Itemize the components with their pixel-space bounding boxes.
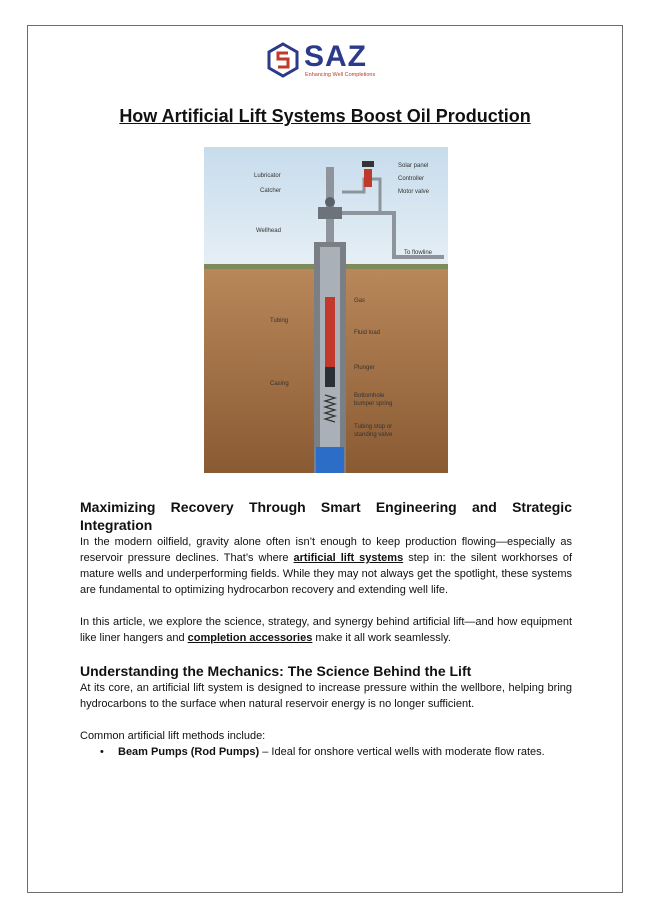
link-completion-accessories[interactable]: completion accessories bbox=[187, 632, 313, 644]
label-flowline: To flowline bbox=[404, 250, 433, 256]
link-artificial-lift-systems[interactable]: artificial lift systems bbox=[293, 552, 404, 564]
diagram-wellhead bbox=[318, 207, 342, 219]
label-lubricator: Lubricator bbox=[254, 173, 281, 179]
label-controller: Controller bbox=[398, 176, 425, 182]
article-body bbox=[80, 498, 572, 760]
section-heading-recovery: Maximizing Recovery Through Smart Engineering and Strategic Integration bbox=[80, 499, 572, 533]
label-plunger: Plunger bbox=[354, 365, 375, 371]
lift-methods-list bbox=[80, 744, 572, 760]
logo bbox=[266, 42, 390, 82]
paragraph-intro bbox=[80, 534, 572, 598]
list-item-text: – Ideal for onshore vertical wells with moderate flow rates. bbox=[259, 746, 545, 758]
section-heading-mechanics: Understanding the Mechanics: The Science Behind the Lift bbox=[80, 663, 472, 679]
label-wellhead: Wellhead bbox=[256, 228, 281, 234]
logo-tagline: Enhancing Well Completions bbox=[305, 72, 376, 78]
label-casing: Casing bbox=[270, 381, 289, 387]
page-title: How Artificial Lift Systems Boost Oil Production bbox=[119, 106, 531, 126]
logo-hexagon-icon bbox=[266, 42, 300, 78]
label-stop-1: Tubing stop or bbox=[354, 424, 393, 430]
label-catcher: Catcher bbox=[260, 188, 282, 194]
list-item bbox=[80, 744, 572, 760]
paragraph-mechanics: At its core, an artificial lift system is designed to increase pressure within the wellbore, helping bring hydrocarbons to the surface when natural reservoir energy is no longer sufficient. bbox=[80, 682, 572, 710]
label-gas: Gas bbox=[354, 298, 366, 304]
label-stop-2: standing valve bbox=[354, 432, 393, 438]
label-tubing: Tubing bbox=[270, 318, 289, 324]
paragraph-intro-text-1: In the modern oilfield, gravity alone often isn’t enough to keep production flowing—especially as reservoir pressure declines. That’s where bbox=[80, 536, 572, 564]
paragraph-explore bbox=[80, 614, 572, 646]
diagram-bottom-water bbox=[316, 447, 344, 473]
paragraph-explore-text-2: make it all work seamlessly. bbox=[312, 632, 451, 644]
diagram-plunger bbox=[325, 367, 335, 387]
bullet: • bbox=[100, 746, 104, 758]
artificial-lift-diagram bbox=[204, 147, 448, 473]
list-intro: Common artificial lift methods include: bbox=[80, 730, 266, 742]
label-motor-valve: Motor valve bbox=[398, 189, 430, 195]
diagram-motor-valve bbox=[364, 169, 372, 187]
label-bumper-2: bumper spring bbox=[354, 401, 393, 407]
diagram-fluid-column bbox=[325, 297, 335, 367]
diagram-catcher bbox=[325, 197, 335, 207]
label-bumper-1: Bottomhole bbox=[354, 393, 385, 399]
paragraph-intro-text-2: step in: the silent workhorses of mature wells and underperforming fields. While they may not always get the spotlight, these systems are fundamental to optimizing hydrocarbon recovery and extending well life. bbox=[80, 552, 573, 596]
logo-wordmark: SAZ bbox=[304, 40, 367, 73]
label-solar-panel: Solar panel bbox=[398, 163, 429, 169]
list-item-title: Beam Pumps (Rod Pumps) bbox=[118, 746, 260, 758]
paragraph-explore-text-1: In this article, we explore the science, strategy, and synergy behind artificial lift—and how equipment like liner hangers and bbox=[80, 616, 572, 644]
diagram-controller bbox=[362, 161, 374, 167]
label-fluid-load: Fluid load bbox=[354, 330, 381, 336]
